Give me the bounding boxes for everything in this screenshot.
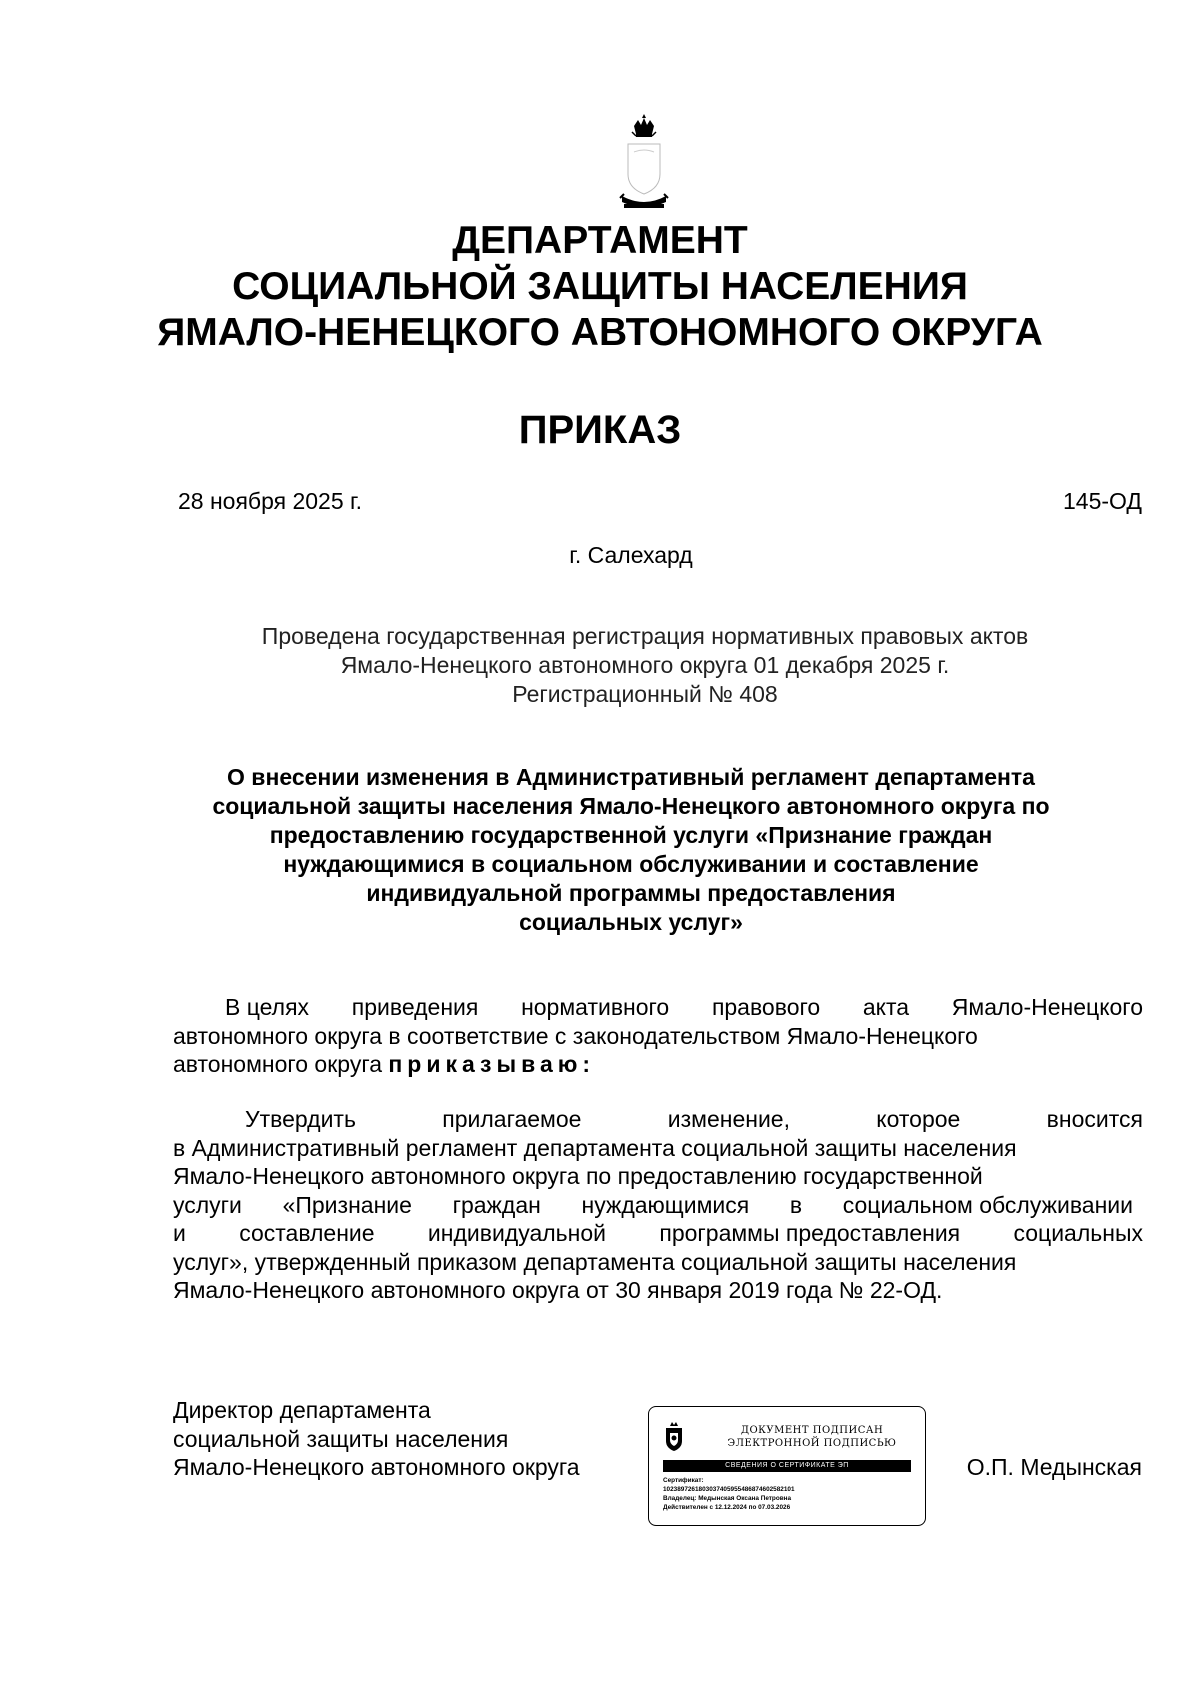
word: программы предоставления: [659, 1220, 961, 1246]
paragraph-line: [173, 1050, 1143, 1079]
order-paragraph: [173, 1105, 1143, 1305]
paragraph-line: [173, 1191, 1133, 1220]
paragraph-line: Ямало-Ненецкого автономного округа по предоставлению государственной: [173, 1163, 983, 1189]
word: социальных: [1013, 1220, 1143, 1246]
document-date: 28 ноября 2025 г.: [178, 488, 362, 514]
order-keyword: приказываю: [388, 1051, 583, 1077]
position-line: социальной защиты населения: [173, 1425, 509, 1452]
yamal-coat-of-arms-icon: [614, 112, 674, 216]
position-line: Директор департамента: [173, 1397, 431, 1423]
department-line: ДЕПАРТАМЕНТ: [452, 219, 748, 262]
stamp-certificate-bar: СВЕДЕНИЯ О СЕРТИФИКАТЕ ЭП: [663, 1460, 911, 1472]
paragraph-line: [173, 1219, 1143, 1248]
document-type: ПРИКАЗ: [518, 408, 682, 452]
preamble-paragraph: [173, 993, 1143, 1079]
word: вносится: [1046, 1106, 1143, 1132]
department-name: [0, 218, 1200, 356]
paragraph-line: Ямало-Ненецкого автономного округа от 30 января 2019 года № 22-ОД.: [173, 1277, 943, 1303]
paragraph-line: в Административный регламент департамента социальной защиты населения: [173, 1134, 1017, 1161]
word: которое: [876, 1106, 961, 1132]
stamp-title-line: ДОКУМЕНТ ПОДПИСАН: [740, 1425, 884, 1436]
word: услуги: [173, 1191, 242, 1218]
word: социальном обслуживании: [842, 1191, 1133, 1218]
registration-line: Регистрационный № 408: [512, 681, 778, 707]
stamp-details: [663, 1476, 918, 1512]
word: нормативного: [521, 994, 670, 1020]
department-line: ЯМАЛО-НЕНЕЦКОГО АВТОНОМНОГО ОКРУГА: [157, 311, 1043, 354]
word: В целях: [225, 994, 310, 1020]
paragraph-line: [173, 993, 1143, 1022]
subject-line: социальной защиты населения Ямало-Ненецкого автономного округа по: [212, 793, 1050, 819]
word: Утвердить: [245, 1106, 356, 1132]
stamp-title: [707, 1424, 917, 1450]
position-line: Ямало-Ненецкого автономного округа: [173, 1454, 580, 1480]
word: граждан: [452, 1191, 541, 1218]
department-line: СОЦИАЛЬНОЙ ЗАЩИТЫ НАСЕЛЕНИЯ: [232, 265, 968, 308]
word: прилагаемое: [442, 1106, 582, 1132]
registration-line: Проведена государственная регистрация нормативных правовых актов: [261, 623, 1029, 649]
word: и: [173, 1220, 186, 1246]
word: приведения: [351, 994, 479, 1020]
text: автономного округа: [173, 1051, 389, 1077]
subject-line: предоставлению государственной услуги «Признание граждан: [269, 822, 993, 848]
certificate-owner: Владелец: Медынская Оксана Петровна: [663, 1495, 792, 1502]
text: :: [582, 1051, 591, 1077]
document-subject: [0, 763, 1200, 937]
subject-line: социальных услуг»: [519, 909, 743, 935]
signer-name: О.П. Медынская: [966, 1454, 1142, 1480]
document-number: 145-ОД: [1063, 488, 1142, 514]
word: «Признание: [282, 1191, 412, 1218]
word: индивидуальной: [427, 1220, 607, 1246]
signatory-position: [173, 1396, 580, 1482]
stamp-title-line: ЭЛЕКТРОННОЙ ПОДПИСЬЮ: [727, 1438, 897, 1449]
subject-line: нуждающимися в социальном обслуживании и составление: [283, 851, 979, 877]
paragraph-line: услуг», утвержденный приказом департамента социальной защиты населения: [173, 1248, 1017, 1275]
word: правового: [711, 994, 821, 1020]
document-city: г. Салехард: [569, 542, 693, 568]
word: составление: [239, 1220, 375, 1246]
word: в: [789, 1191, 803, 1218]
word: акта: [862, 994, 910, 1020]
word: Ямало-Ненецкого: [951, 994, 1143, 1020]
subject-line: индивидуальной программы предоставления: [366, 880, 896, 906]
paragraph-line: [173, 1105, 1143, 1134]
electronic-signature-stamp: [648, 1406, 926, 1526]
registration-line: Ямало-Ненецкого автономного округа 01 декабря 2025 г.: [340, 652, 950, 678]
registration-note: [0, 622, 1200, 709]
certificate-label: Сертификат:: [663, 1477, 704, 1484]
word: нуждающимися: [581, 1191, 750, 1218]
word: изменение,: [667, 1106, 790, 1132]
paragraph-line: автономного округа в соответствие с законодательством Ямало-Ненецкого: [173, 1022, 978, 1049]
yamal-coat-of-arms-icon: [663, 1421, 685, 1453]
certificate-validity: Действителен с 12.12.2024 по 07.03.2026: [663, 1504, 791, 1511]
subject-line: О внесении изменения в Административный регламент департамента: [227, 764, 1035, 790]
certificate-value: 1023897261803037405955486874602582101: [663, 1486, 795, 1493]
